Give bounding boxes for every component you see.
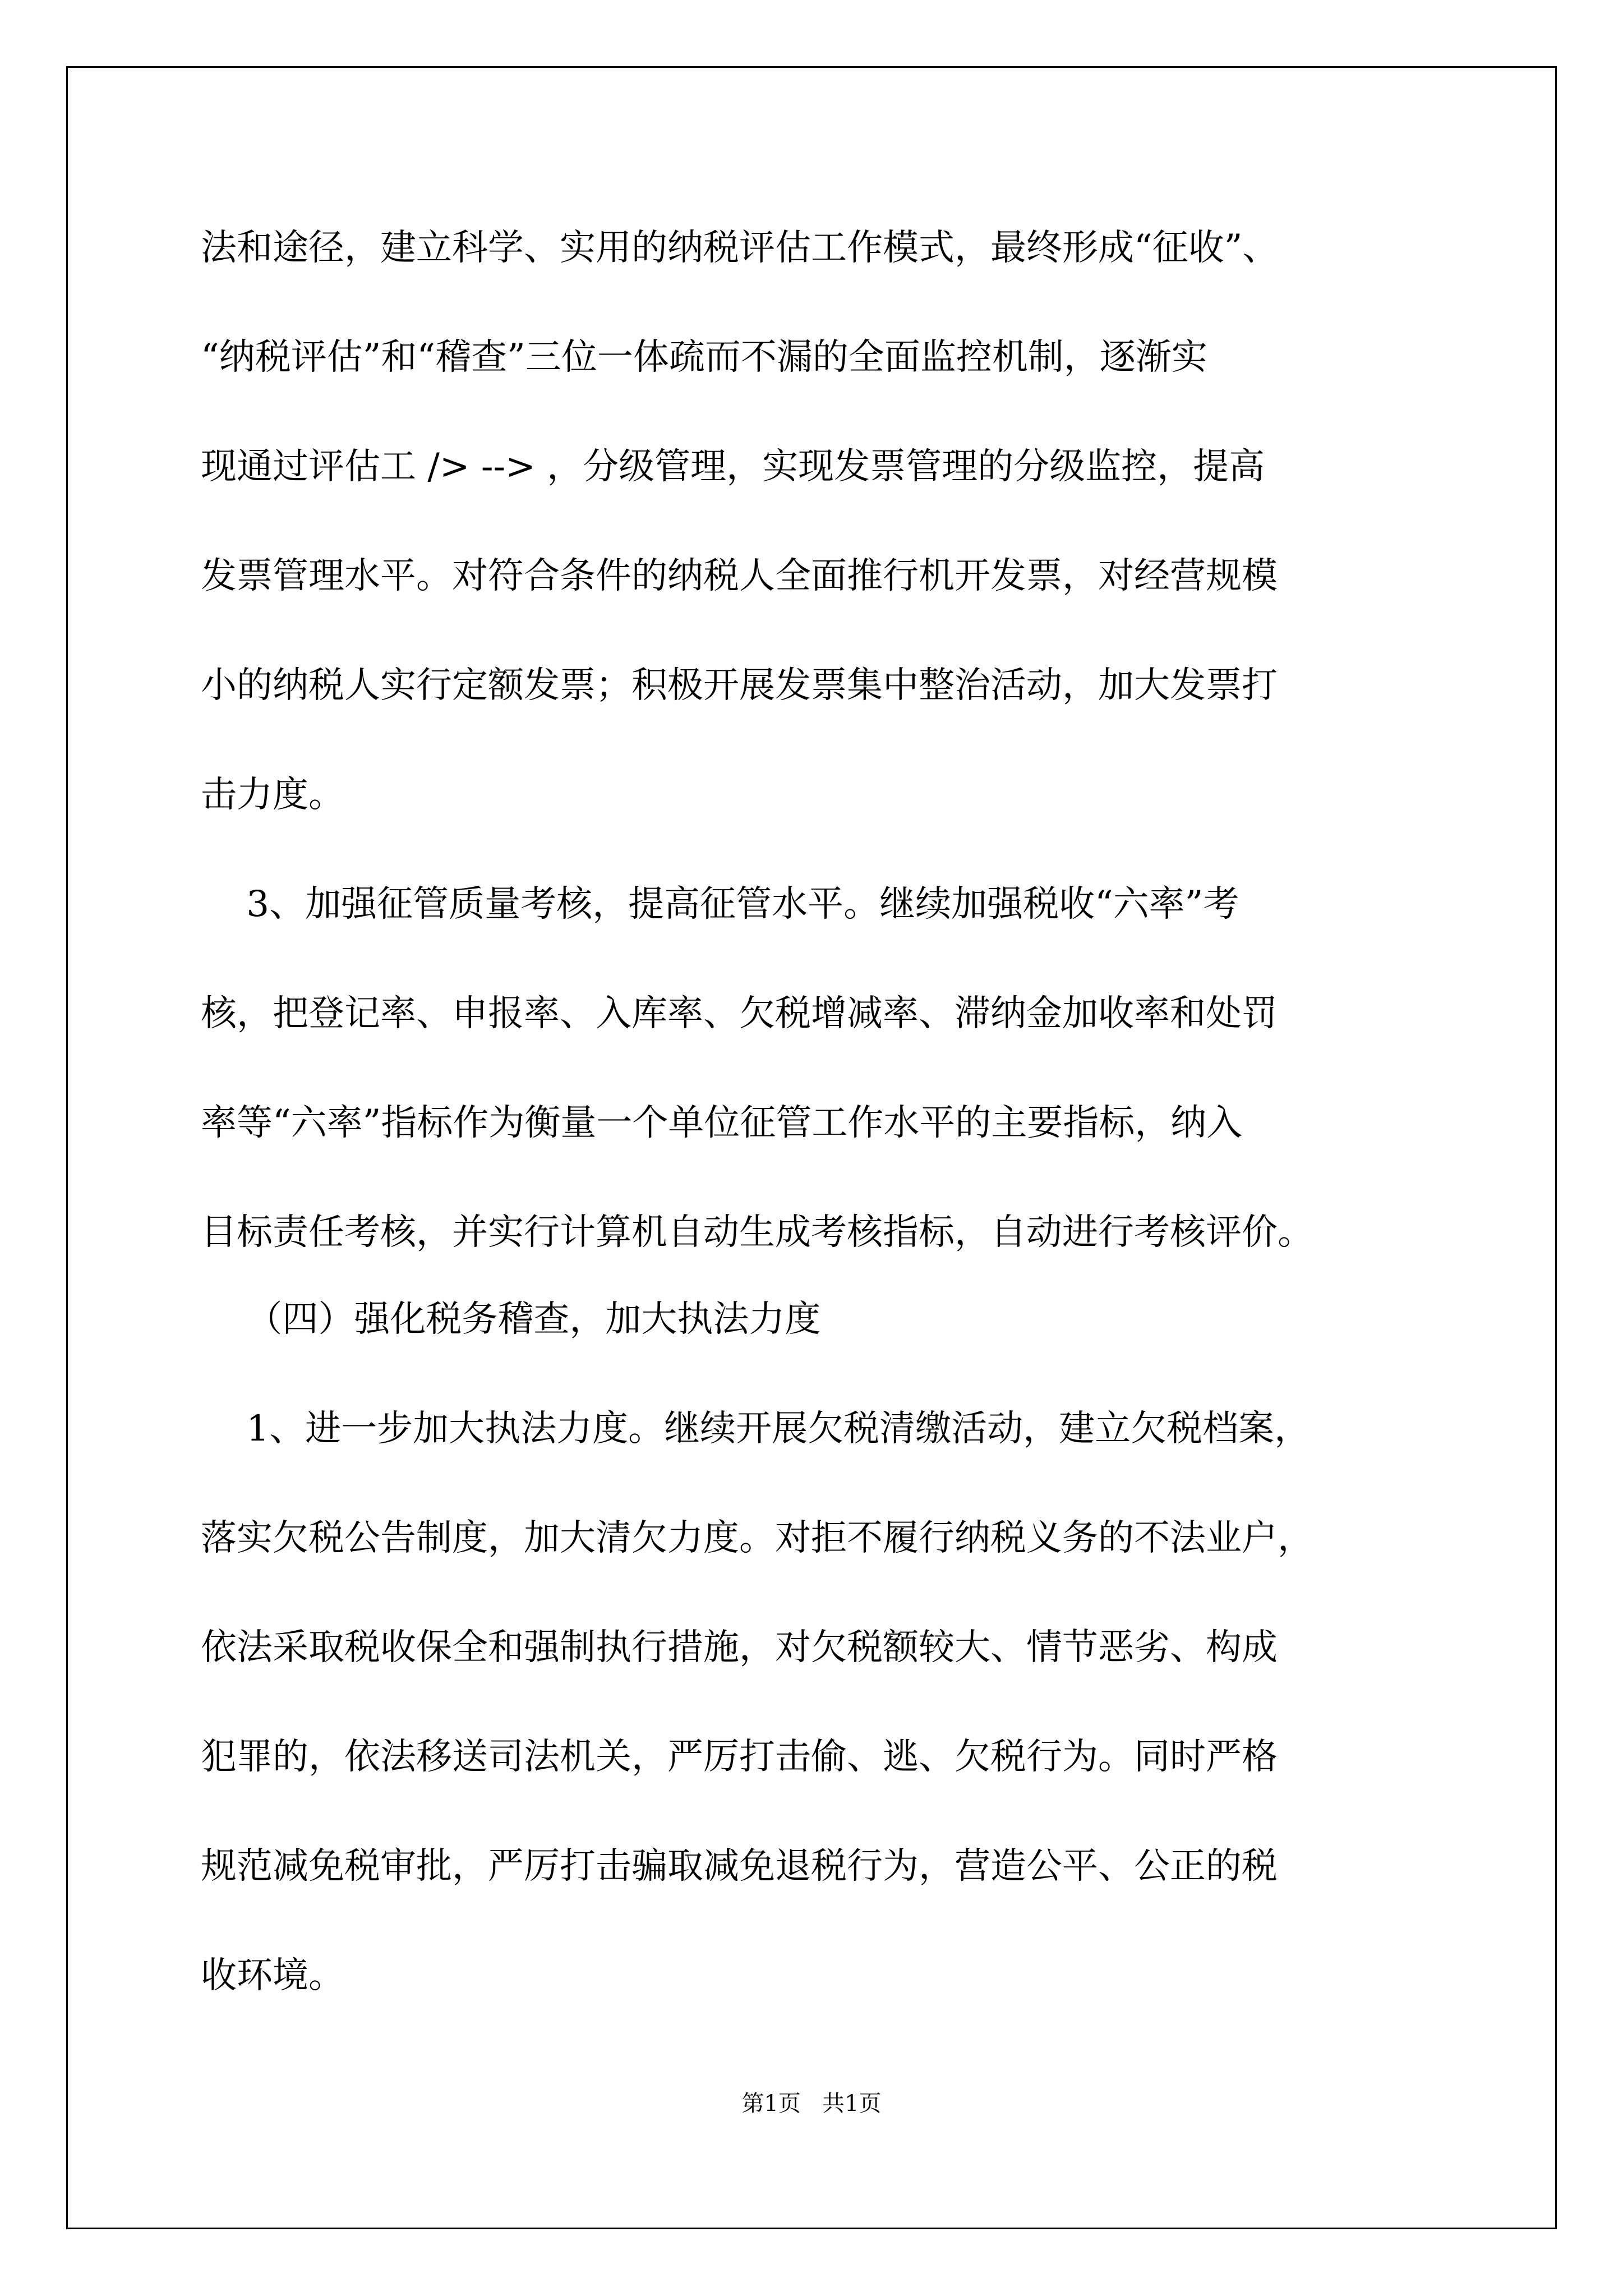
body-text-line: 现通过评估工 /> --> ，分级管理，实现发票管理的分级监控，提高 [201, 446, 1265, 487]
body-text-line: 规范减免税审批，严厉打击骗取减免退税行为，营造公平、公正的税 [201, 1846, 1278, 1887]
body-text-line: 3、加强征管质量考核，提高征管水平。继续加强税收“六率”考 [201, 884, 1239, 925]
body-text-line: 核，把登记率、申报率、入库率、欠税增减率、滞纳金加收率和处罚 [201, 993, 1278, 1034]
page-border [66, 66, 1557, 2229]
body-text-line: 小的纳税人实行定额发票；积极开展发票集中整治活动，加大发票打 [201, 665, 1278, 706]
body-text-line: 击力度。 [201, 774, 344, 816]
body-text-line: 落实欠税公告制度，加大清欠力度。对拒不履行纳税义务的不法业户， [201, 1517, 1313, 1559]
body-text-line: 收环境。 [201, 1955, 344, 1996]
body-text-line: 目标责任考核，并实行计算机自动生成考核指标，自动进行考核评价。 [201, 1212, 1313, 1253]
body-text-line: 依法采取税收保全和强制执行措施，对欠税额较大、情节恶劣、构成 [201, 1627, 1278, 1668]
body-text-line: 法和途径，建立科学、实用的纳税评估工作模式，最终形成“征收”、 [201, 227, 1279, 269]
section-heading: （四）强化税务稽查，加大执法力度 [201, 1299, 821, 1340]
body-text-line: 率等“六率”指标作为衡量一个单位征管工作水平的主要指标，纳入 [201, 1102, 1243, 1144]
body-text-line: 1、进一步加大执法力度。继续开展欠税清缴活动，建立欠税档案， [201, 1408, 1311, 1450]
body-text-line: “纳税评估”和“稽查”三位一体疏而不漏的全面监控机制，逐渐实 [201, 337, 1207, 378]
body-text-line: 发票管理水平。对符合条件的纳税人全面推行机开发票，对经营规模 [201, 555, 1278, 597]
page-number-footer: 第1页 共1页 [741, 2091, 882, 2116]
body-text-line: 犯罪的，依法移送司法机关，严厉打击偷、逃、欠税行为。同时严格 [201, 1736, 1278, 1778]
